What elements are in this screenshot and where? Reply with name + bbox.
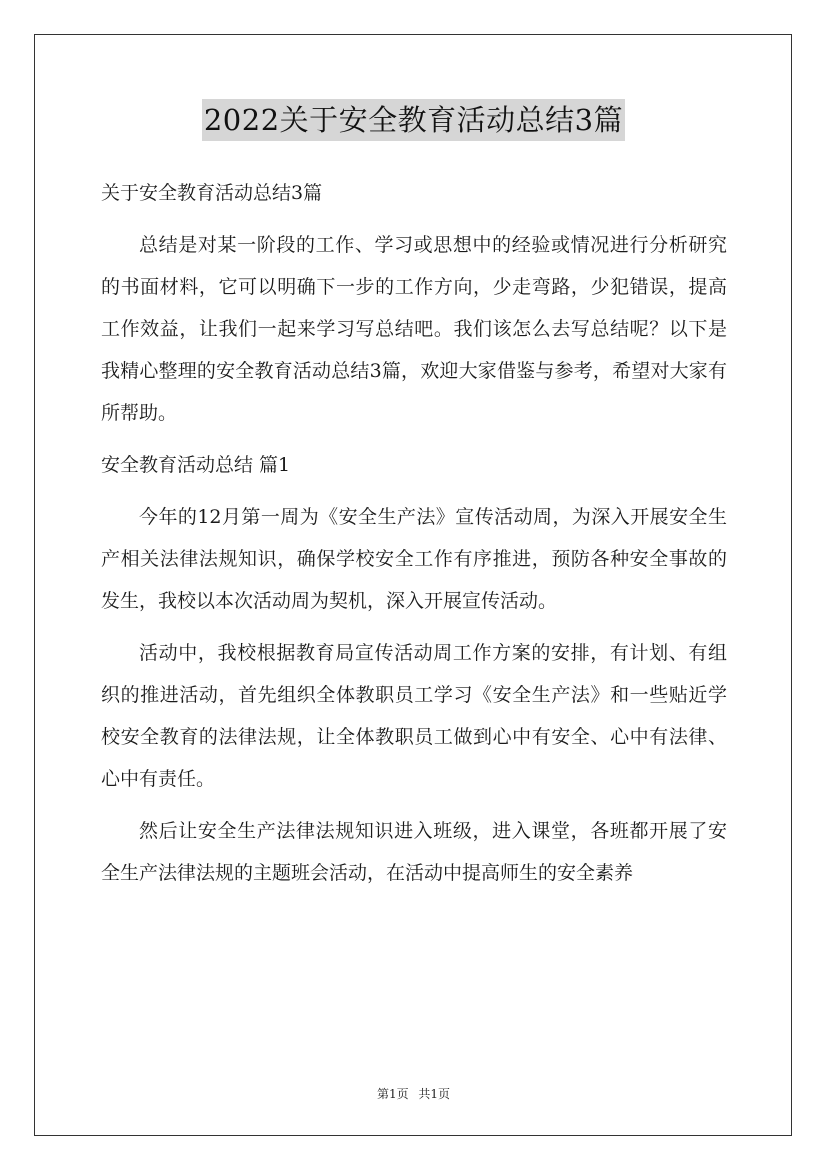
body-paragraph-1: 今年的12月第一周为《安全生产法》宣传活动周，为深入开展安全生产相关法律法规知识，确保学校安全工作有序推进，预防各种安全事故的发生，我校以本次活动周为契机，深入开展宣传活动。 (101, 506, 727, 612)
body-paragraph-2: 活动中，我校根据教育局宣传活动周工作方案的安排，有计划、有组织的推进活动，首先组织全体教职员工学习《安全生产法》和一些贴近学校安全教育的法律法规，让全体教职员工做到心中有安全、心中有法律、心中有责任。 (101, 642, 727, 790)
body-paragraph-3: 然后让安全生产法律法规知识进入班级，进入课堂，各班都开展了安全生产法律法规的主题班会活动，在活动中提高师生的安全素养 (101, 820, 727, 884)
page-number-current: 第1页 (376, 1087, 409, 1101)
document-subtitle: 关于安全教育活动总结3篇 (101, 182, 323, 204)
document-title: 2022关于安全教育活动总结3篇 (202, 99, 625, 141)
document-body (101, 172, 727, 904)
section-heading: 安全教育活动总结 篇1 (101, 454, 291, 476)
page-footer (0, 1085, 827, 1102)
title-container (0, 99, 827, 141)
page-number-total: 共1页 (418, 1087, 451, 1101)
intro-paragraph: 总结是对某一阶段的工作、学习或思想中的经验或情况进行分析研究的书面材料，它可以明确下一步的工作方向，少走弯路，少犯错误，提高工作效益，让我们一起来学习写总结吧。我们该怎么去写总结呢？以下是我精心整理的安全教育活动总结3篇，欢迎大家借鉴与参考，希望对大家有所帮助。 (101, 234, 727, 424)
